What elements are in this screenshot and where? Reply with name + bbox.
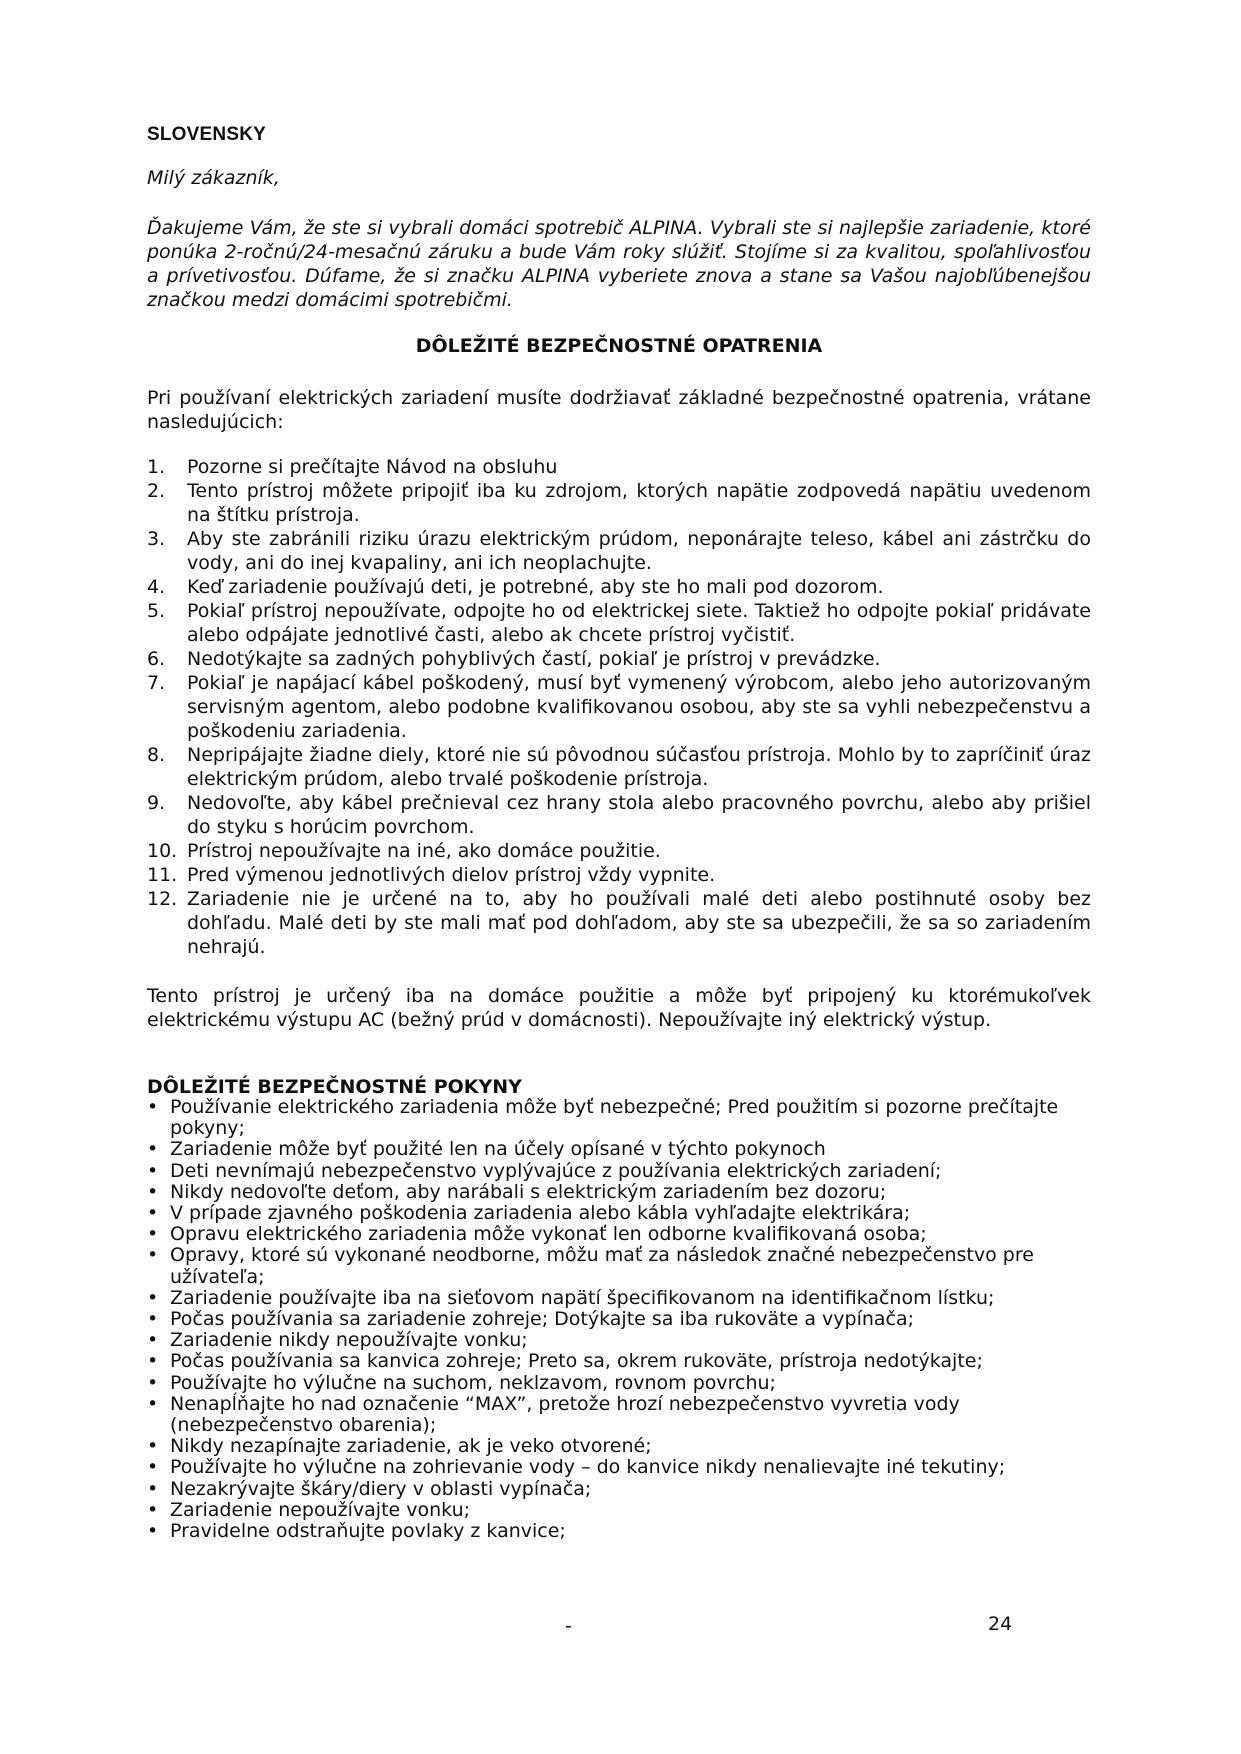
list-item (147, 1394, 1091, 1436)
page-number: 24 (988, 1613, 1013, 1635)
bullet-icon: • (147, 1223, 159, 1246)
item-text: Tento prístroj môžete pripojiť iba ku zdrojom, ktorých napätie zodpovedá napätiu uvedenom na štítku prístroja. (187, 480, 1091, 526)
closing-paragraph: Tento prístroj je určený iba na domáce použitie a môže byť pripojený ku ktorémukoľvek elektrickému výstupu AC (bežný prúd v domácnosti). Nepoužívajte iný elektrický výstup. (147, 985, 1091, 1031)
list-item (147, 1479, 1091, 1500)
item-number: 4. (147, 576, 166, 598)
list-item (147, 1288, 1091, 1309)
list-item (147, 1139, 1091, 1160)
list-item (147, 1161, 1091, 1182)
bullet-icon: • (147, 1520, 159, 1543)
list-item (147, 455, 1091, 479)
item-text: Zariadenie môže byť použité len na účely opísané v týchto pokynoch (170, 1138, 826, 1161)
greeting: Milý zákazník, (147, 167, 280, 189)
item-number: 2. (147, 480, 166, 502)
item-text: Používajte ho výlučne na zohrievanie vody – do kanvice nikdy nenalievajte iné tekutiny; (170, 1456, 1006, 1479)
item-text: Opravy, ktoré sú vykonané neodborne, môžu mať za následok značné nebezpečenstvo pre užívateľa; (170, 1244, 1034, 1288)
item-text: Zariadenie nepoužívajte vonku; (170, 1498, 471, 1521)
list-item (147, 1224, 1091, 1245)
list-item (147, 1309, 1091, 1330)
item-text: Počas používania sa zariadenie zohreje; Dotýkajte sa iba rukoväte a vypínača; (170, 1308, 915, 1331)
item-text: Nikdy nezapínajte zariadenie, ak je veko otvorené; (170, 1435, 652, 1458)
item-text: Pravidelne odstraňujte povlaky z kanvice; (170, 1520, 566, 1543)
bullet-icon: • (147, 1392, 159, 1415)
list-item (147, 1500, 1091, 1521)
item-text: Nikdy nedovoľte deťom, aby narábali s elektrickým zariadením bez dozoru; (170, 1180, 887, 1203)
list-item (147, 1182, 1091, 1203)
bullet-icon: • (147, 1308, 159, 1331)
item-number: 6. (147, 648, 166, 670)
intro-paragraph: Ďakujeme Vám, že ste si vybrali domáci spotrebič ALPINA. Vybrali ste si najlepšie zariadenie, ktoré ponúka 2-ročnú/24-mesačnú záruku a bude Vám roky slúžiť. Stojíme si za kvalitou, spoľahlivosťou a prívetivosťou. Dúfame, že si značku ALPINA vyberiete znova a stane sa Vašou najobľúbenejšou značkou medzi domácimi spotrebičmi. (147, 217, 1091, 311)
item-text: Počas používania sa kanvica zohreje; Preto sa, okrem rukoväte, prístroja nedotýkajte; (170, 1350, 983, 1373)
list-item (147, 839, 1091, 863)
list-item (147, 1457, 1091, 1478)
item-text: Pozorne si prečítajte Návod na obsluhu (187, 456, 558, 478)
bullet-icon: • (147, 1435, 159, 1458)
item-text: V prípade zjavného poškodenia zariadenia alebo kábla vyhľadajte elektrikára; (170, 1202, 911, 1225)
list-item (147, 1245, 1091, 1287)
item-text: Zariadenie používajte iba na sieťovom napätí špecifikovanom na identifikačnom lístku; (170, 1286, 995, 1309)
item-text: Nepripájajte žiadne diely, ktoré nie sú pôvodnou súčasťou prístroja. Mohlo by to zapríčiniť úraz elektrickým prúdom, alebo trvalé poškodenie prístroja. (187, 744, 1091, 790)
item-text: Aby ste zabránili riziku úrazu elektrickým prúdom, neponárajte teleso, kábel ani zástrčku do vody, ani do inej kvapaliny, ani ich neoplachujte. (187, 528, 1091, 574)
list-item (147, 1351, 1091, 1372)
bullet-icon: • (147, 1350, 159, 1373)
item-number: 1. (147, 456, 166, 478)
item-text: Pred výmenou jednotlivých dielov prístroj vždy vypnite. (187, 864, 716, 886)
bullet-icon: • (147, 1180, 159, 1203)
list-item (147, 647, 1091, 671)
bullet-icon: • (147, 1286, 159, 1309)
item-text: Zariadenie nie je určené na to, aby ho používali malé deti alebo postihnuté osoby bez dohľadu. Malé deti by ste mali mať pod dohľadom, aby ste sa ubezpečili, že sa so zariadením nehrajú. (187, 888, 1091, 958)
item-number: 12. (147, 888, 178, 910)
list-item (147, 1203, 1091, 1224)
item-text: Pokiaľ je napájací kábel poškodený, musí byť vymenený výrobcom, alebo jeho autorizovaným servisným agentom, alebo podobne kvalifikovanou osobou, aby ste sa vyhli nebezpečenstvu a poškodeniu zariadenia. (187, 672, 1091, 742)
item-text: Nedotýkajte sa zadných pohyblivých častí, pokiaľ je prístroj v prevádzke. (187, 648, 881, 670)
list-item (147, 527, 1091, 575)
list-item (147, 791, 1091, 839)
list-item (147, 671, 1091, 743)
item-number: 10. (147, 840, 178, 862)
list-item (147, 575, 1091, 599)
safety-lead-paragraph: Pri používaní elektrických zariadení musíte dodržiavať základné bezpečnostné opatrenia, vrátane nasledujúcich: (147, 387, 1091, 433)
bullet-icon: • (147, 1244, 159, 1267)
list-item (147, 479, 1091, 527)
bullet-icon: • (147, 1371, 159, 1394)
safety-precautions-list (147, 455, 1091, 959)
list-item (147, 863, 1091, 887)
item-text: Opravu elektrického zariadenia môže vykonať len odborne kvalifikovaná osoba; (170, 1223, 927, 1246)
item-text: Nenapĺňajte ho nad označenie “MAX”, pretože hrozí nebezpečenstvo vyvretia vody (nebezpečenstvo obarenia); (170, 1392, 960, 1437)
bullet-icon: • (147, 1456, 159, 1479)
list-item (147, 1330, 1091, 1351)
item-text: Používajte ho výlučne na suchom, neklzavom, rovnom povrchu; (170, 1371, 776, 1394)
bullet-icon: • (147, 1329, 159, 1352)
bullet-icon: • (147, 1477, 159, 1500)
footer-dash: - (565, 1615, 572, 1637)
item-text: Nezakrývajte škáry/diery v oblasti vypínača; (170, 1477, 592, 1500)
item-text: Používanie elektrického zariadenia môže byť nebezpečné; Pred použitím si pozorne prečítajte pokyny; (170, 1096, 1059, 1140)
safety-precautions-title: DÔLEŽITÉ BEZPEČNOSTNÉ OPATRENIA (415, 335, 823, 357)
list-item (147, 1097, 1091, 1139)
item-number: 7. (147, 672, 166, 694)
list-item (147, 743, 1091, 791)
item-text: Nedovoľte, aby kábel prečnieval cez hrany stola alebo pracovného povrchu, alebo aby prišiel do styku s horúcim povrchom. (187, 792, 1091, 838)
list-item (147, 1373, 1091, 1394)
item-text: Keď zariadenie používajú deti, je potrebné, aby ste ho mali pod dozorom. (187, 576, 884, 598)
bullet-icon: • (147, 1498, 159, 1521)
list-item (147, 599, 1091, 647)
item-number: 5. (147, 600, 166, 622)
bullet-icon: • (147, 1138, 159, 1161)
list-item (147, 1521, 1091, 1542)
bullet-icon: • (147, 1159, 159, 1182)
bullet-icon: • (147, 1202, 159, 1225)
safety-instructions-title: DÔLEŽITÉ BEZPEČNOSTNÉ POKYNY (147, 1076, 522, 1098)
item-number: 8. (147, 744, 166, 766)
item-number: 9. (147, 792, 166, 814)
safety-instructions-list (147, 1097, 1091, 1542)
language-heading: SLOVENSKY (147, 124, 266, 145)
list-item (147, 887, 1091, 959)
bullet-icon: • (147, 1096, 159, 1118)
item-text: Zariadenie nikdy nepoužívajte vonku; (170, 1329, 528, 1352)
item-text: Prístroj nepoužívajte na iné, ako domáce použitie. (187, 840, 661, 862)
list-item (147, 1436, 1091, 1457)
item-number: 3. (147, 528, 166, 550)
item-text: Deti nevnímajú nebezpečenstvo vyplývajúce z používania elektrických zariadení; (170, 1159, 942, 1182)
item-text: Pokiaľ prístroj nepoužívate, odpojte ho od elektrickej siete. Taktiež ho odpojte pokiaľ pridávate alebo odpájate jednotlivé časti, alebo ak chcete prístroj vyčistiť. (187, 600, 1091, 646)
item-number: 11. (147, 864, 178, 886)
